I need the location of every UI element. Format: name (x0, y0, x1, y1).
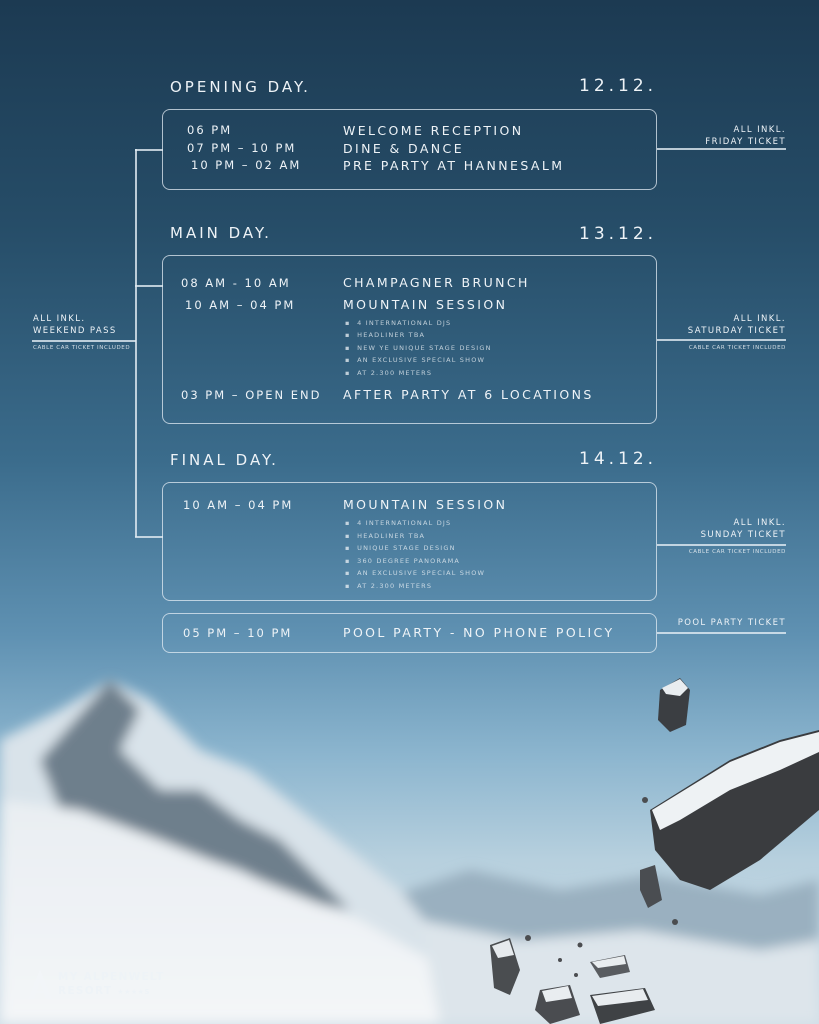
opening-day-title: OPENING DAY. (170, 78, 311, 96)
schedule-event: PRE PARTY AT HANNESALM (343, 158, 565, 173)
pool-connector (657, 632, 786, 634)
detail-item: ▪ AT 2.300 METERS (345, 582, 433, 590)
detail-item: ▪ 4 INTERNATIONAL DJS (345, 519, 452, 527)
logo-stars: ★★★★S (117, 988, 150, 996)
logo-line2: RESORT ★★★★S (58, 985, 150, 997)
sunday-ticket-line2: SUNDAY TICKET (700, 530, 786, 540)
schedule-time: 03 PM – OPEN END (181, 388, 322, 402)
schedule-event: MOUNTAIN SESSION (343, 497, 508, 512)
main-day-date: 13.12. (579, 224, 658, 244)
schedule-time: 05 PM – 10 PM (183, 626, 293, 640)
pool-party-box (162, 613, 657, 653)
bracket-tick-final (135, 536, 163, 538)
detail-item: ▪ AN EXCLUSIVE SPECIAL SHOW (345, 569, 486, 577)
schedule-event: DINE & DANCE (343, 141, 464, 156)
detail-item: ▪ HEADLINER TBA (345, 331, 426, 339)
weekend-pass-label (33, 313, 117, 337)
schedule-event: WELCOME RECEPTION (343, 123, 524, 138)
friday-connector (657, 148, 786, 150)
schedule-event: MOUNTAIN SESSION (343, 297, 508, 312)
resort-logo (25, 966, 165, 1002)
bracket-tick-opening (135, 149, 163, 151)
detail-item: ▪ 360 DEGREE PANORAMA (345, 557, 461, 565)
main-day-box (162, 255, 657, 424)
logo-line1: MY ALPENWELT (58, 971, 165, 983)
weekend-connector (32, 340, 136, 342)
logo-mark-icon (25, 968, 55, 1000)
opening-day-date: 12.12. (579, 76, 658, 96)
sunday-connector (657, 544, 786, 546)
detail-item: ▪ AT 2.300 METERS (345, 369, 433, 377)
sunday-ticket-note: CABLE CAR TICKET INCLUDED (688, 549, 786, 555)
bracket-vertical (135, 149, 137, 537)
friday-ticket-line1: ALL INKL. (733, 125, 786, 135)
floating-rocks (480, 670, 819, 1024)
detail-item: ▪ 4 INTERNATIONAL DJS (345, 319, 452, 327)
detail-item: ▪ AN EXCLUSIVE SPECIAL SHOW (345, 356, 486, 364)
detail-item: ▪ UNIQUE STAGE DESIGN (345, 544, 456, 552)
sunday-ticket-label (701, 517, 786, 541)
weekend-pass-note: CABLE CAR TICKET INCLUDED (33, 345, 131, 351)
saturday-ticket-label (688, 313, 786, 337)
detail-item: ▪ NEW YE UNIQUE STAGE DESIGN (345, 344, 492, 352)
final-day-box (162, 482, 657, 601)
weekend-pass-line1: ALL INKL. (33, 314, 86, 324)
opening-day-box (162, 109, 657, 190)
schedule-time: 10 PM – 02 AM (191, 158, 302, 172)
schedule-time: 10 AM – 04 PM (185, 298, 296, 312)
sunday-ticket-line1: ALL INKL. (733, 518, 786, 528)
saturday-ticket-note: CABLE CAR TICKET INCLUDED (688, 345, 786, 351)
weekend-pass-line2: WEEKEND PASS (33, 326, 117, 336)
saturday-ticket-line1: ALL INKL. (733, 314, 786, 324)
schedule-time: 08 AM - 10 AM (181, 276, 291, 290)
schedule-event: AFTER PARTY AT 6 LOCATIONS (343, 387, 594, 402)
saturday-connector (657, 339, 786, 341)
pool-ticket-label: POOL PARTY TICKET (677, 618, 786, 628)
final-day-title: FINAL DAY. (170, 451, 279, 469)
schedule-time: 10 AM – 04 PM (183, 498, 294, 512)
bracket-tick-main (135, 285, 163, 287)
main-day-title: MAIN DAY. (170, 224, 272, 242)
schedule-time: 07 PM – 10 PM (187, 141, 297, 155)
schedule-time: 06 PM (187, 123, 233, 137)
schedule-event: POOL PARTY - NO PHONE POLICY (343, 625, 615, 640)
detail-item: ▪ HEADLINER TBA (345, 532, 426, 540)
friday-ticket-line2: FRIDAY TICKET (705, 137, 786, 147)
friday-ticket-label (705, 124, 786, 148)
saturday-ticket-line2: SATURDAY TICKET (687, 326, 786, 336)
schedule-event: CHAMPAGNER BRUNCH (343, 275, 530, 290)
final-day-date: 14.12. (579, 449, 658, 469)
